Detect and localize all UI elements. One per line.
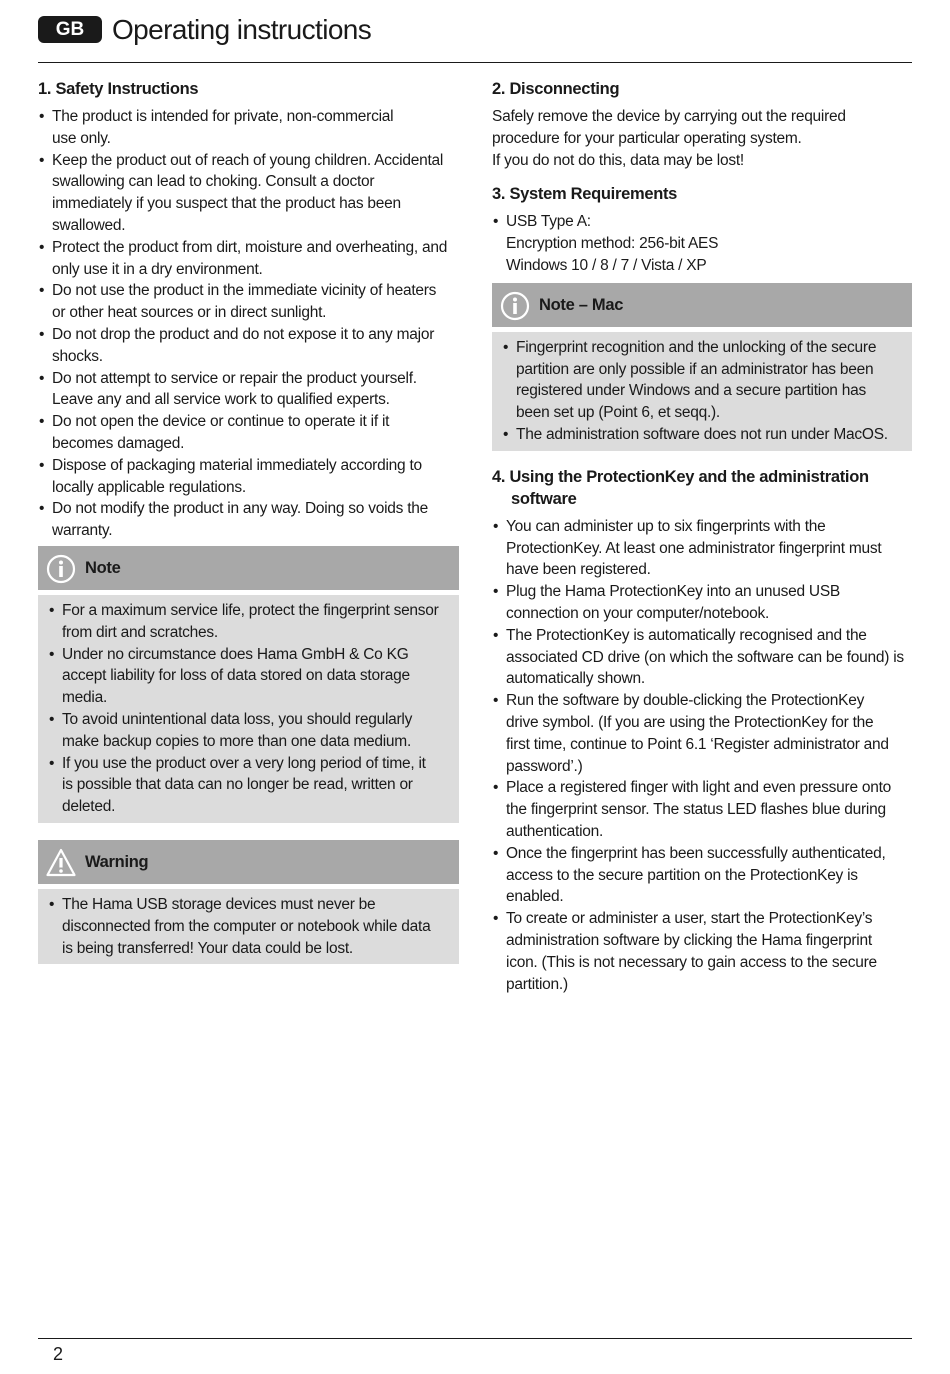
line: access to the secure partition on the ProtectionKey is <box>506 866 858 884</box>
system-heading: 3. System Requirements <box>492 185 678 204</box>
note-mac-box-body <box>492 332 912 451</box>
warning-box <box>38 840 459 964</box>
line: password’.) <box>506 757 583 775</box>
list-item <box>492 908 912 995</box>
line: connection on your computer/notebook. <box>506 604 770 622</box>
note-mac-box-header <box>492 283 912 327</box>
line: warranty. <box>52 522 113 540</box>
line: Once the fingerprint has been successfully authenticated, <box>506 844 886 862</box>
line: drive symbol. (If you are using the ProtectionKey for the <box>506 713 874 731</box>
line: Protect the product from dirt, moisture and overheating, and <box>52 238 448 256</box>
line: Fingerprint recognition and the unlocking of the secure <box>516 338 877 356</box>
line: The administration software does not run under MacOS. <box>516 425 888 443</box>
list-item <box>492 581 912 625</box>
line: For a maximum service life, protect the fingerprint sensor <box>62 601 439 619</box>
line: registered under Windows and a secure partition has <box>516 382 866 400</box>
line: The product is intended for private, non-commercial <box>52 108 394 125</box>
list-item <box>38 237 459 281</box>
warning-triangle-icon <box>46 848 76 878</box>
line: Do not use the product in the immediate vicinity of heaters <box>52 282 437 300</box>
list-item <box>48 709 447 753</box>
line: from dirt and scratches. <box>62 623 218 641</box>
list-item <box>38 498 459 542</box>
line: If you do not do this, data may be lost! <box>492 151 744 169</box>
info-circle-icon <box>46 554 76 584</box>
list-item <box>38 411 459 455</box>
line: only use it in a dry environment. <box>52 260 263 278</box>
note-mac-list <box>502 337 900 446</box>
line: been set up (Point 6, et seqq.). <box>516 404 720 422</box>
using-heading: 4. Using the ProtectionKey and the administration software <box>492 467 869 508</box>
line: partition are only possible if an administrator has been <box>516 360 874 378</box>
line: associated CD drive (on which the software can be found) is <box>506 648 904 666</box>
line: Run the software by double-clicking the ProtectionKey <box>506 692 865 710</box>
list-item <box>492 777 912 842</box>
warning-box-body <box>38 889 459 964</box>
note-box-title: Note <box>85 558 121 577</box>
line: immediately if you suspect that the product has been <box>52 195 401 213</box>
list-item <box>48 644 447 709</box>
line: partition.) <box>506 975 568 993</box>
right-column <box>492 78 912 995</box>
line: The Hama USB storage devices must never be <box>62 895 376 913</box>
line: Do not modify the product in any way. Doing so voids the <box>52 500 429 518</box>
warning-list <box>48 894 447 959</box>
line: make backup copies to more than one data medium. <box>62 732 412 750</box>
line: automatically shown. <box>506 670 645 688</box>
list-item <box>48 894 447 959</box>
list-item <box>492 625 912 690</box>
line: is possible that data can no longer be read, written or <box>62 776 413 794</box>
list-item <box>492 843 912 908</box>
list-item <box>502 337 900 424</box>
list-item <box>38 368 459 412</box>
using-list <box>492 516 912 996</box>
line: ProtectionKey. At least one administrator fingerprint must <box>506 539 882 557</box>
footer-divider <box>38 1338 912 1339</box>
document-title: Operating instructions <box>112 14 372 45</box>
note-box-header <box>38 546 459 590</box>
list-item <box>38 150 459 237</box>
line: Plug the Hama ProtectionKey into an unused USB <box>506 583 841 601</box>
line: To avoid unintentional data loss, you should regularly <box>62 710 413 728</box>
page-header <box>38 12 912 62</box>
warning-box-header <box>38 840 459 884</box>
line: icon. (This is not necessary to gain access to the secure <box>506 953 877 971</box>
page-number: 2 <box>53 1344 64 1364</box>
list-item <box>38 324 459 368</box>
line: Leave any and all service work to qualified experts. <box>52 391 390 409</box>
line: The ProtectionKey is automatically recognised and the <box>506 626 867 644</box>
line: media. <box>62 689 108 707</box>
line: swallowing can lead to choking. Consult a doctor <box>52 173 375 191</box>
line: shocks. <box>52 347 103 365</box>
line: Safely remove the device by carrying out the required <box>492 108 846 125</box>
note-list <box>48 600 447 818</box>
language-badge: GB <box>38 16 102 43</box>
list-item <box>48 753 447 818</box>
system-list <box>492 211 912 276</box>
line: enabled. <box>506 888 564 906</box>
line: Do not open the device or continue to operate it if it <box>52 413 390 431</box>
line: authentication. <box>506 822 604 840</box>
list-item <box>502 424 900 446</box>
line: accept liability for loss of data stored on data storage <box>62 667 410 685</box>
line: Place a registered finger with light and even pressure onto <box>506 779 892 797</box>
line: Keep the product out of reach of young children. Accidental <box>52 151 444 169</box>
line: Do not drop the product and do not expose it to any major <box>52 325 435 343</box>
list-item <box>38 280 459 324</box>
line: swallowed. <box>52 216 126 234</box>
line: Dispose of packaging material immediately according to <box>52 456 422 474</box>
line: is being transferred! Your data could be lost. <box>62 939 353 957</box>
line: deleted. <box>62 798 116 816</box>
list-item <box>492 690 912 777</box>
list-item <box>492 516 912 581</box>
left-column <box>38 78 459 964</box>
line: or other heat sources or in direct sunlight. <box>52 304 327 322</box>
list-item <box>38 455 459 499</box>
line: Do not attempt to service or repair the product yourself. <box>52 369 417 387</box>
line: Encryption method: 256-bit AES <box>506 235 719 253</box>
line: locally applicable regulations. <box>52 478 246 496</box>
line: administration software by clicking the Hama fingerprint <box>506 931 872 949</box>
note-box-body <box>38 595 459 823</box>
list-item <box>492 211 912 276</box>
line: You can administer up to six fingerprints with the <box>506 517 826 535</box>
line: USB Type A: <box>506 213 591 231</box>
line: To create or administer a user, start the ProtectionKey’s <box>506 910 873 928</box>
warning-box-title: Warning <box>85 852 149 871</box>
line: first time, continue to Point 6.1 ‘Register administrator and <box>506 735 889 753</box>
list-item <box>48 600 447 644</box>
note-box <box>38 546 459 823</box>
line: becomes damaged. <box>52 434 185 452</box>
line: procedure for your particular operating system. <box>492 129 802 147</box>
line: use only. <box>52 129 111 147</box>
line: Windows 10 / 8 / 7 / Vista / XP <box>506 256 707 274</box>
header-divider <box>38 62 912 63</box>
safety-list <box>38 106 459 542</box>
line: the fingerprint sensor. The status LED flashes blue during <box>506 801 886 819</box>
line: have been registered. <box>506 561 651 579</box>
line: disconnected from the computer or notebook while data <box>62 917 431 935</box>
line: Under no circumstance does Hama GmbH & Co KG <box>62 645 409 663</box>
safety-heading: 1. Safety Instructions <box>38 80 199 98</box>
disconnecting-heading: 2. Disconnecting <box>492 80 620 98</box>
disconnecting-text <box>492 106 912 171</box>
note-mac-box <box>492 283 912 451</box>
line: If you use the product over a very long period of time, it <box>62 754 426 772</box>
info-circle-icon <box>500 291 530 321</box>
note-mac-box-title: Note – Mac <box>539 295 624 314</box>
list-item <box>38 106 459 150</box>
